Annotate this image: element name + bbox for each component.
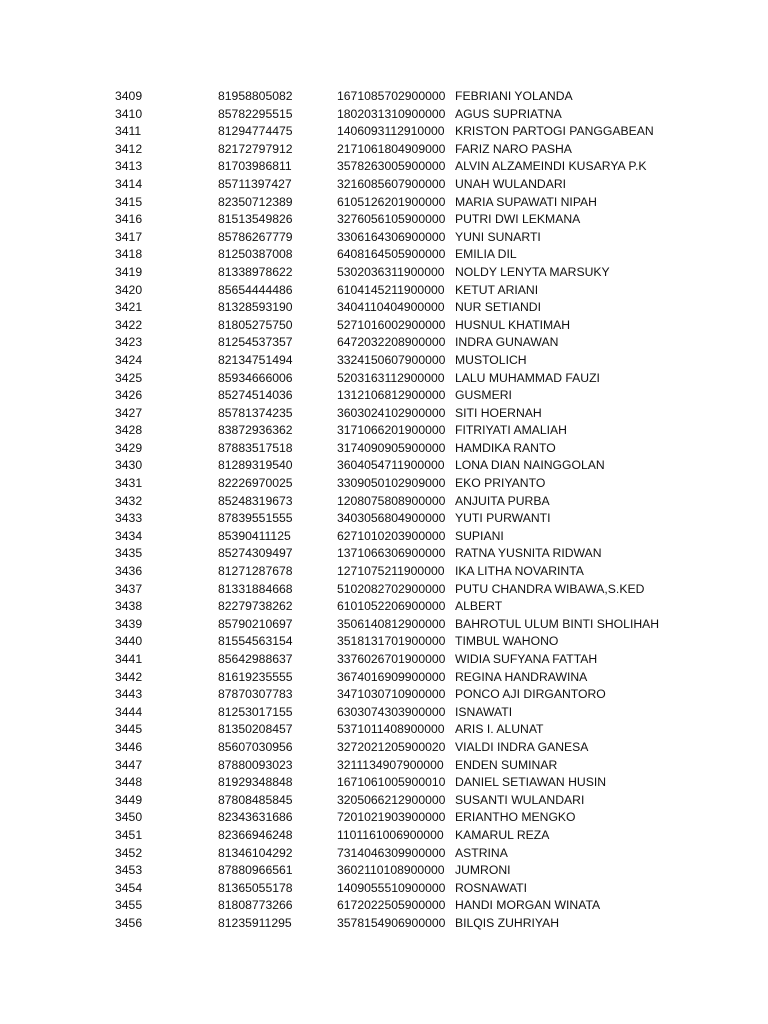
row-number: 3447: [115, 757, 143, 772]
phone-number: 81328593190: [218, 300, 293, 315]
id-number: 7314046309900000: [337, 845, 446, 860]
table-row: [0, 581, 768, 599]
phone-number: 85642988637: [218, 652, 293, 666]
id-number: 5102082702900000: [337, 581, 446, 596]
person-name: HAMDIKA RANTO: [455, 440, 556, 455]
id-number: 5203163112900000: [337, 370, 445, 385]
table-row: [0, 633, 768, 651]
table-row: [0, 405, 768, 423]
row-number: 3412: [115, 141, 143, 156]
person-name: JUMRONI: [455, 863, 511, 878]
row-number: 3429: [115, 440, 143, 455]
row-number: 3428: [115, 423, 143, 438]
phone-number: 81294774475: [218, 124, 293, 139]
row-number: 3416: [115, 212, 143, 227]
id-number: 1671085702900000: [337, 89, 446, 103]
person-name: LALU MUHAMMAD FAUZI: [455, 370, 600, 385]
person-name: KETUT ARIANI: [455, 282, 539, 297]
id-number: 3604054711900000: [337, 458, 445, 473]
row-number: 3445: [115, 722, 143, 737]
person-name: WIDIA SUFYANA FATTAH: [455, 652, 598, 666]
row-number: 3442: [115, 669, 143, 684]
phone-number: 81808773266: [218, 898, 293, 913]
id-number: 3309050102909000: [337, 476, 446, 491]
person-name: BILQIS ZUHRIYAH: [455, 915, 560, 930]
row-number: 3436: [115, 564, 143, 579]
id-number: 2171061804909000: [337, 141, 446, 156]
person-name: EKO PRIYANTO: [455, 476, 546, 491]
phone-number: 85248319673: [218, 493, 293, 508]
id-number: 3578263005900000: [337, 159, 446, 174]
table-row: [0, 704, 768, 722]
row-number: 3427: [115, 405, 143, 420]
row-number: 3411: [115, 124, 142, 139]
table-row: [0, 686, 768, 704]
phone-number: 81929348848: [218, 775, 293, 790]
table-row: [0, 123, 768, 141]
id-number: 1409055510900000: [337, 880, 446, 895]
row-number: 3439: [115, 616, 143, 631]
row-number: 3455: [115, 898, 143, 913]
table-row: [0, 809, 768, 827]
table-row: [0, 158, 768, 176]
id-number: 3403056804900000: [337, 511, 446, 526]
id-number: 3171066201900000: [337, 423, 446, 438]
table-row: [0, 457, 768, 475]
table-row: [0, 246, 768, 264]
phone-number: 81271287678: [218, 564, 293, 579]
phone-number: 85711397427: [218, 176, 292, 191]
phone-number: 82366946248: [218, 827, 293, 842]
row-number: 3424: [115, 352, 143, 367]
table-row: [0, 792, 768, 810]
person-name: ENDEN SUMINAR: [455, 757, 558, 772]
person-name: PUTU CHANDRA WIBAWA,S.KED: [455, 581, 645, 596]
phone-number: 81253017155: [218, 704, 293, 719]
id-number: 3506140812900000: [337, 616, 446, 631]
table-row: [0, 299, 768, 317]
table-row: [0, 387, 768, 405]
phone-number: 81338978622: [218, 264, 293, 279]
phone-number: 82172797912: [218, 141, 293, 156]
person-name: HUSNUL KHATIMAH: [455, 317, 571, 332]
id-number: 1312106812900000: [337, 388, 446, 403]
person-name: INDRA GUNAWAN: [455, 335, 559, 350]
phone-number: 82279738262: [218, 599, 293, 614]
phone-number: 82343631686: [218, 810, 293, 825]
table-row: [0, 774, 768, 792]
row-number: 3438: [115, 599, 143, 614]
row-number: 3420: [115, 282, 143, 297]
phone-number: 87808485845: [218, 792, 293, 807]
id-number: 3404110404900000: [337, 300, 445, 315]
table-row: [0, 669, 768, 687]
table-row: [0, 334, 768, 352]
table-row: [0, 827, 768, 845]
table-row: [0, 880, 768, 898]
row-number: 3423: [115, 335, 143, 350]
id-number: 3174090905900000: [337, 440, 446, 455]
row-number: 3432: [115, 493, 143, 508]
row-number: 3415: [115, 194, 143, 209]
table-row: [0, 352, 768, 370]
id-number: 3518131701900000: [337, 634, 446, 649]
row-number: 3437: [115, 581, 143, 596]
row-number: 3434: [115, 528, 143, 543]
phone-number: 87883517518: [218, 440, 293, 455]
phone-number: 85274309497: [218, 546, 293, 561]
row-number: 3444: [115, 704, 143, 719]
row-number: 3435: [115, 546, 143, 561]
row-number: 3421: [115, 300, 143, 315]
phone-number: 81513549826: [218, 212, 293, 227]
phone-number: 85781374235: [218, 405, 293, 420]
person-name: KRISTON PARTOGI PANGGABEAN: [455, 124, 654, 139]
phone-number: 83872936362: [218, 423, 293, 438]
id-number: 6408164505900000: [337, 247, 446, 262]
person-name: ARIS I. ALUNAT: [455, 722, 544, 737]
person-name: FEBRIANI YOLANDA: [455, 89, 573, 103]
table-row: [0, 422, 768, 440]
row-number: 3454: [115, 880, 143, 895]
phone-number: 85790210697: [218, 616, 293, 631]
table-row: [0, 106, 768, 124]
person-name: KAMARUL REZA: [455, 827, 550, 842]
id-number: 6101052206900000: [337, 599, 446, 614]
person-name: ERIANTHO MENGKO: [455, 810, 576, 825]
id-number: 3205066212900000: [337, 792, 446, 807]
id-number: 3376026701900000: [337, 652, 446, 666]
person-name: BAHROTUL ULUM BINTI SHOLIHAH: [455, 616, 660, 631]
person-name: PONCO AJI DIRGANTORO: [455, 687, 606, 702]
phone-number: 82134751494: [218, 352, 293, 367]
person-name: NUR SETIANDI: [455, 300, 541, 315]
table-row: [0, 317, 768, 335]
table-row: [0, 440, 768, 458]
table-row: [0, 528, 768, 546]
phone-number: 85274514036: [218, 388, 293, 403]
table-row: [0, 845, 768, 863]
id-number: 3603024102900000: [337, 405, 446, 420]
row-number: 3410: [115, 106, 143, 121]
phone-number: 85786267779: [218, 229, 293, 244]
table-row: [0, 721, 768, 739]
phone-number: 82350712389: [218, 194, 293, 209]
person-name: IKA LITHA NOVARINTA: [455, 564, 584, 579]
phone-number: 81805275750: [218, 317, 293, 332]
table-row: [0, 915, 768, 933]
phone-number: 87839551555: [218, 511, 293, 526]
table-row: [0, 598, 768, 616]
id-number: 6172022505900000: [337, 898, 446, 913]
person-name: ISNAWATI: [455, 704, 513, 719]
row-number: 3418: [115, 247, 143, 262]
phone-number: 81703986811: [218, 159, 292, 174]
person-name: ALBERT: [455, 599, 503, 614]
phone-number: 85782295515: [218, 106, 293, 121]
person-name: SUSANTI WULANDARI: [455, 792, 585, 807]
id-number: 1101161006900000: [337, 827, 444, 842]
table-row: [0, 264, 768, 282]
row-number: 3448: [115, 775, 143, 790]
phone-number: 81250387008: [218, 247, 293, 262]
row-number: 3430: [115, 458, 143, 473]
id-number: 1671061005900010: [337, 775, 446, 790]
phone-number: 81346104292: [218, 845, 293, 860]
table-row: [0, 229, 768, 247]
table-row: [0, 563, 768, 581]
person-name: ASTRINA: [455, 845, 508, 860]
phone-number: 81619235555: [218, 669, 293, 684]
table-row: [0, 475, 768, 493]
person-name: FARIZ NARO PASHA: [455, 141, 572, 156]
person-name: VIALDI INDRA GANESA: [455, 739, 589, 754]
phone-number: 85934666006: [218, 370, 293, 385]
row-number: 3431: [115, 476, 143, 491]
person-name: ANJUITA PURBA: [455, 493, 550, 508]
person-name: YUNI SUNARTI: [455, 229, 541, 244]
table-row: [0, 757, 768, 775]
table-row: [0, 194, 768, 212]
person-name: FITRIYATI AMALIAH: [455, 423, 567, 438]
person-name: EMILIA DIL: [455, 247, 517, 262]
id-number: 3211134907900000: [337, 757, 444, 772]
phone-number: 85390411125: [218, 528, 291, 543]
id-number: 7201021903900000: [337, 810, 446, 825]
id-number: 3578154906900000: [337, 915, 446, 930]
row-number: 3440: [115, 634, 143, 649]
phone-number: 85607030956: [218, 739, 293, 754]
table-row: [0, 176, 768, 194]
id-number: 3602110108900000: [337, 863, 445, 878]
id-number: 3216085607900000: [337, 176, 446, 191]
row-number: 3443: [115, 687, 143, 702]
row-number: 3449: [115, 792, 143, 807]
row-number: 3441: [115, 652, 143, 666]
person-name: NOLDY LENYTA MARSUKY: [455, 264, 610, 279]
phone-number: 81289319540: [218, 458, 293, 473]
row-number: 3450: [115, 810, 143, 825]
person-name: PUTRI DWI LEKMANA: [455, 212, 581, 227]
person-name: UNAH WULANDARI: [455, 176, 567, 191]
person-name: RATNA YUSNITA RIDWAN: [455, 546, 602, 561]
table-row: [0, 862, 768, 880]
id-number: 1406093112910000: [337, 124, 445, 139]
table-row: [0, 897, 768, 915]
table-row: [0, 88, 768, 106]
row-number: 3446: [115, 739, 143, 754]
person-name: MARIA SUPAWATI NIPAH: [455, 194, 597, 209]
row-number: 3425: [115, 370, 143, 385]
phone-number: 81254537357: [218, 335, 293, 350]
id-number: 6105126201900000: [337, 194, 446, 209]
row-number: 3433: [115, 511, 143, 526]
phone-number: 87880093023: [218, 757, 293, 772]
person-name: TIMBUL WAHONO: [455, 634, 559, 649]
table-row: [0, 370, 768, 388]
id-number: 3674016909900000: [337, 669, 446, 684]
id-number: 6472032208900000: [337, 335, 446, 350]
row-number: 3456: [115, 915, 143, 930]
id-number: 1802031310900000: [337, 106, 446, 121]
table-row: [0, 616, 768, 634]
row-number: 3452: [115, 845, 143, 860]
id-number: 6104145211900000: [337, 282, 445, 297]
row-number: 3409: [115, 89, 143, 103]
id-number: 3471030710900000: [337, 687, 446, 702]
person-name: DANIEL SETIAWAN HUSIN: [455, 775, 607, 790]
phone-number: 85654444486: [218, 282, 293, 297]
table-row: [0, 545, 768, 563]
id-number: 5371011408900000: [337, 722, 445, 737]
row-number: 3422: [115, 317, 143, 332]
phone-number: 81235911295: [218, 915, 292, 930]
person-name: REGINA HANDRAWINA: [455, 669, 588, 684]
phone-number: 82226970025: [218, 476, 293, 491]
table-row: [0, 739, 768, 757]
phone-number: 81350208457: [218, 722, 293, 737]
phone-number: 81331884668: [218, 581, 293, 596]
id-number: 1371066306900000: [337, 546, 446, 561]
phone-number: 81365055178: [218, 880, 293, 895]
table-row: [0, 651, 768, 669]
phone-number: 87880966561: [218, 863, 293, 878]
table-row: [0, 493, 768, 511]
id-number: 3276056105900000: [337, 212, 446, 227]
table-row: [0, 282, 768, 300]
person-name: AGUS SUPRIATNA: [455, 106, 562, 121]
person-name: ROSNAWATI: [455, 880, 527, 895]
person-name: YUTI PURWANTI: [455, 511, 551, 526]
data-table: [0, 88, 768, 933]
id-number: 3306164306900000: [337, 229, 446, 244]
id-number: 5302036311900000: [337, 264, 445, 279]
person-name: HANDI MORGAN WINATA: [455, 898, 601, 913]
id-number: 1271075211900000: [337, 564, 445, 579]
person-name: SUPIANI: [455, 528, 504, 543]
row-number: 3417: [115, 229, 143, 244]
row-number: 3451: [115, 827, 143, 842]
row-number: 3419: [115, 264, 143, 279]
row-number: 3414: [115, 176, 143, 191]
id-number: 3272021205900020: [337, 739, 446, 754]
person-name: MUSTOLICH: [455, 352, 527, 367]
row-number: 3426: [115, 388, 143, 403]
id-number: 6271010203900000: [337, 528, 446, 543]
row-number: 3453: [115, 863, 143, 878]
phone-number: 81958805082: [218, 89, 293, 103]
id-number: 1208075808900000: [337, 493, 446, 508]
table-row: [0, 141, 768, 159]
table-row: [0, 211, 768, 229]
person-name: ALVIN ALZAMEINDI KUSARYA P.K: [455, 159, 647, 174]
id-number: 6303074303900000: [337, 704, 446, 719]
phone-number: 81554563154: [218, 634, 293, 649]
id-number: 3324150607900000: [337, 352, 446, 367]
person-name: SITI HOERNAH: [455, 405, 542, 420]
person-name: GUSMERI: [455, 388, 512, 403]
id-number: 5271016002900000: [337, 317, 446, 332]
row-number: 3413: [115, 159, 143, 174]
phone-number: 87870307783: [218, 687, 293, 702]
person-name: LONA DIAN NAINGGOLAN: [455, 458, 605, 473]
table-row: [0, 510, 768, 528]
